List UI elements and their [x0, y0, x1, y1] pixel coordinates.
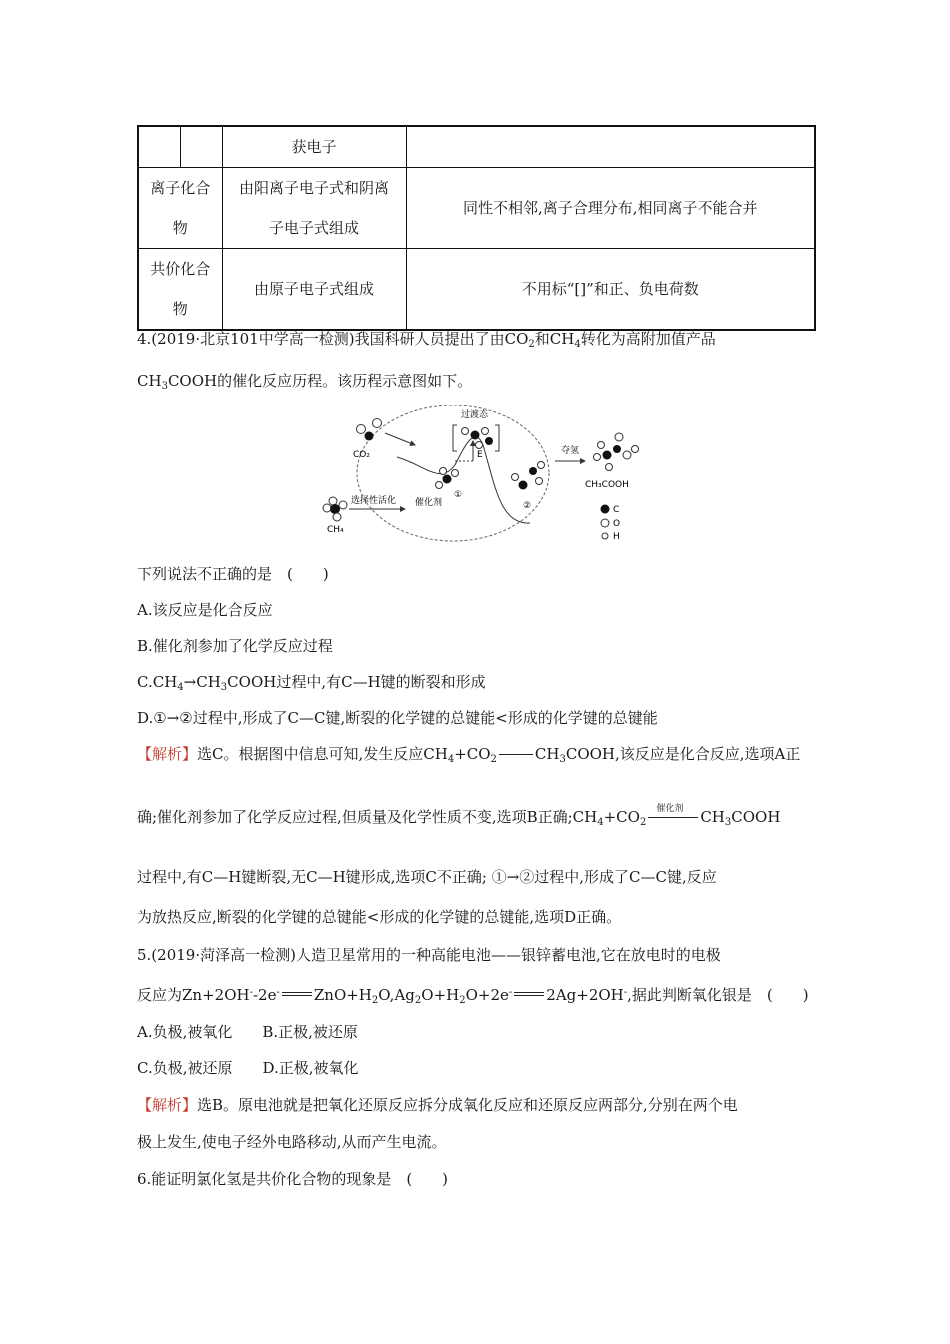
- q5-answer-line1: 【解析】选B。原电池就是把氧化还原反应拆分成氧化反应和还原反应两部分,分别在两个电: [137, 1096, 738, 1114]
- q4-line1: 4.(2019·北京101中学高一检测)我国科研人员提出了由$CO_2$和$CH_4$转化为高附加值产品: [137, 330, 716, 350]
- co2-molecule: [357, 419, 382, 441]
- ts-label: 过渡态: [461, 410, 489, 420]
- q5-options-cd: C.负极,被还原 D.正极,被氧化: [137, 1059, 359, 1077]
- q4-option-c: $C.CH_4\to CH_3COOH$过程中,有C—H键的断裂和形成: [137, 673, 486, 693]
- q4-option-b: B.催化剂参加了化学反应过程: [137, 637, 333, 655]
- cell-text: 由阳离子电子式和阴离: [238, 179, 389, 197]
- q4-answer-line1: 【解析】选C。根据图中信息可知,发生反应$CH_4+CO_2$ $CH_3COOH$,该反应是化合反应,选项A正: [137, 745, 801, 765]
- q4-line2: $CH_3COOH$的催化反应历程。该历程示意图如下。: [137, 372, 473, 392]
- answer-tag: 【解析】: [137, 745, 198, 763]
- q4-stem: 下列说法不正确的是 ( ): [137, 565, 329, 583]
- table-row: [138, 168, 815, 249]
- comparison-table: [137, 125, 816, 331]
- table-cell: [138, 168, 222, 249]
- energy-e: E: [477, 450, 483, 460]
- product-label: CH₃COOH: [585, 480, 629, 490]
- cell-text: 物: [172, 219, 188, 237]
- table-cell: 不用标“[]”和正、负电荷数: [406, 249, 815, 331]
- q5-answer-line2: 极上发生,使电子经外电路移动,从而产生电流。: [137, 1133, 447, 1151]
- table-cell: 由原子电子式组成: [222, 249, 406, 331]
- step2-label: ②: [523, 501, 532, 511]
- q4-answer-line3: 过程中,有C—H键断裂,无C—H键形成,选项C不正确; ①→②过程中,形成了C—C键,反应: [137, 868, 717, 886]
- catalyst-condition: 催化剂: [656, 804, 684, 814]
- step1-label: ①: [454, 490, 463, 500]
- q4-answer-line2: 确;催化剂参加了化学反应过程,但质量及化学性质不变,选项B正确$;CH_4+CO_2$ 催化剂 $CH_3COOH$: [137, 806, 780, 828]
- dehydro-label: 夺氢: [561, 446, 580, 456]
- table-row: [138, 249, 815, 331]
- legend-h: H: [613, 532, 620, 542]
- table-cell: [138, 249, 222, 331]
- legend-o: O: [613, 519, 621, 529]
- q4-option-a: A.该反应是化合反应: [137, 601, 273, 619]
- q5-line2: 反应为Zn+2OH--2e- $ZnO+H_2O,Ag_2O+H_2O+2e^-$ 2Ag+2OH-,据此判断氧化银是 ( ): [137, 986, 809, 1006]
- q5-options-ab: A.负极,被氧化 B.正极,被还原: [137, 1023, 358, 1041]
- catalyst-label: 催化剂: [415, 498, 443, 508]
- legend-c: C: [613, 505, 620, 515]
- cell-text: 物: [172, 300, 188, 318]
- q6-stem: 6.能证明氯化氢是共价化合物的现象是 ( ): [137, 1170, 449, 1188]
- q5-line1: 5.(2019·菏泽高一检测)人造卫星常用的一种高能电池——银锌蓄电池,它在放电时的电极: [137, 946, 721, 964]
- q4-answer-line4: 为放热反应,断裂的化学键的总键能<形成的化学键的总键能,选项D正确。: [137, 908, 622, 926]
- acetic-acid-molecule: [594, 433, 639, 471]
- table-cell: [180, 126, 222, 168]
- table-cell: [406, 126, 815, 168]
- table-cell: 获电子: [222, 126, 406, 168]
- q4-option-d: D.①→②过程中,形成了C—C键,断裂的化学键的总键能<形成的化学键的总键能: [137, 709, 658, 727]
- table-cell: [222, 168, 406, 249]
- cell-text: 子电子式组成: [268, 219, 359, 237]
- cell-text: 共价化合: [150, 260, 211, 278]
- table-cell: 同性不相邻,离子合理分布,相同离子不能合并: [406, 168, 815, 249]
- table-row: [138, 126, 815, 168]
- select-label: 选择性活化: [351, 496, 397, 506]
- cell-text: 离子化合: [150, 179, 211, 197]
- ch4-molecule: [323, 497, 347, 521]
- table-cell: [138, 126, 180, 168]
- reaction-diagram: [315, 405, 655, 545]
- ch4-label: CH₄: [327, 525, 344, 535]
- co2-label: CO₂: [353, 450, 370, 460]
- answer-tag: 【解析】: [137, 1096, 198, 1114]
